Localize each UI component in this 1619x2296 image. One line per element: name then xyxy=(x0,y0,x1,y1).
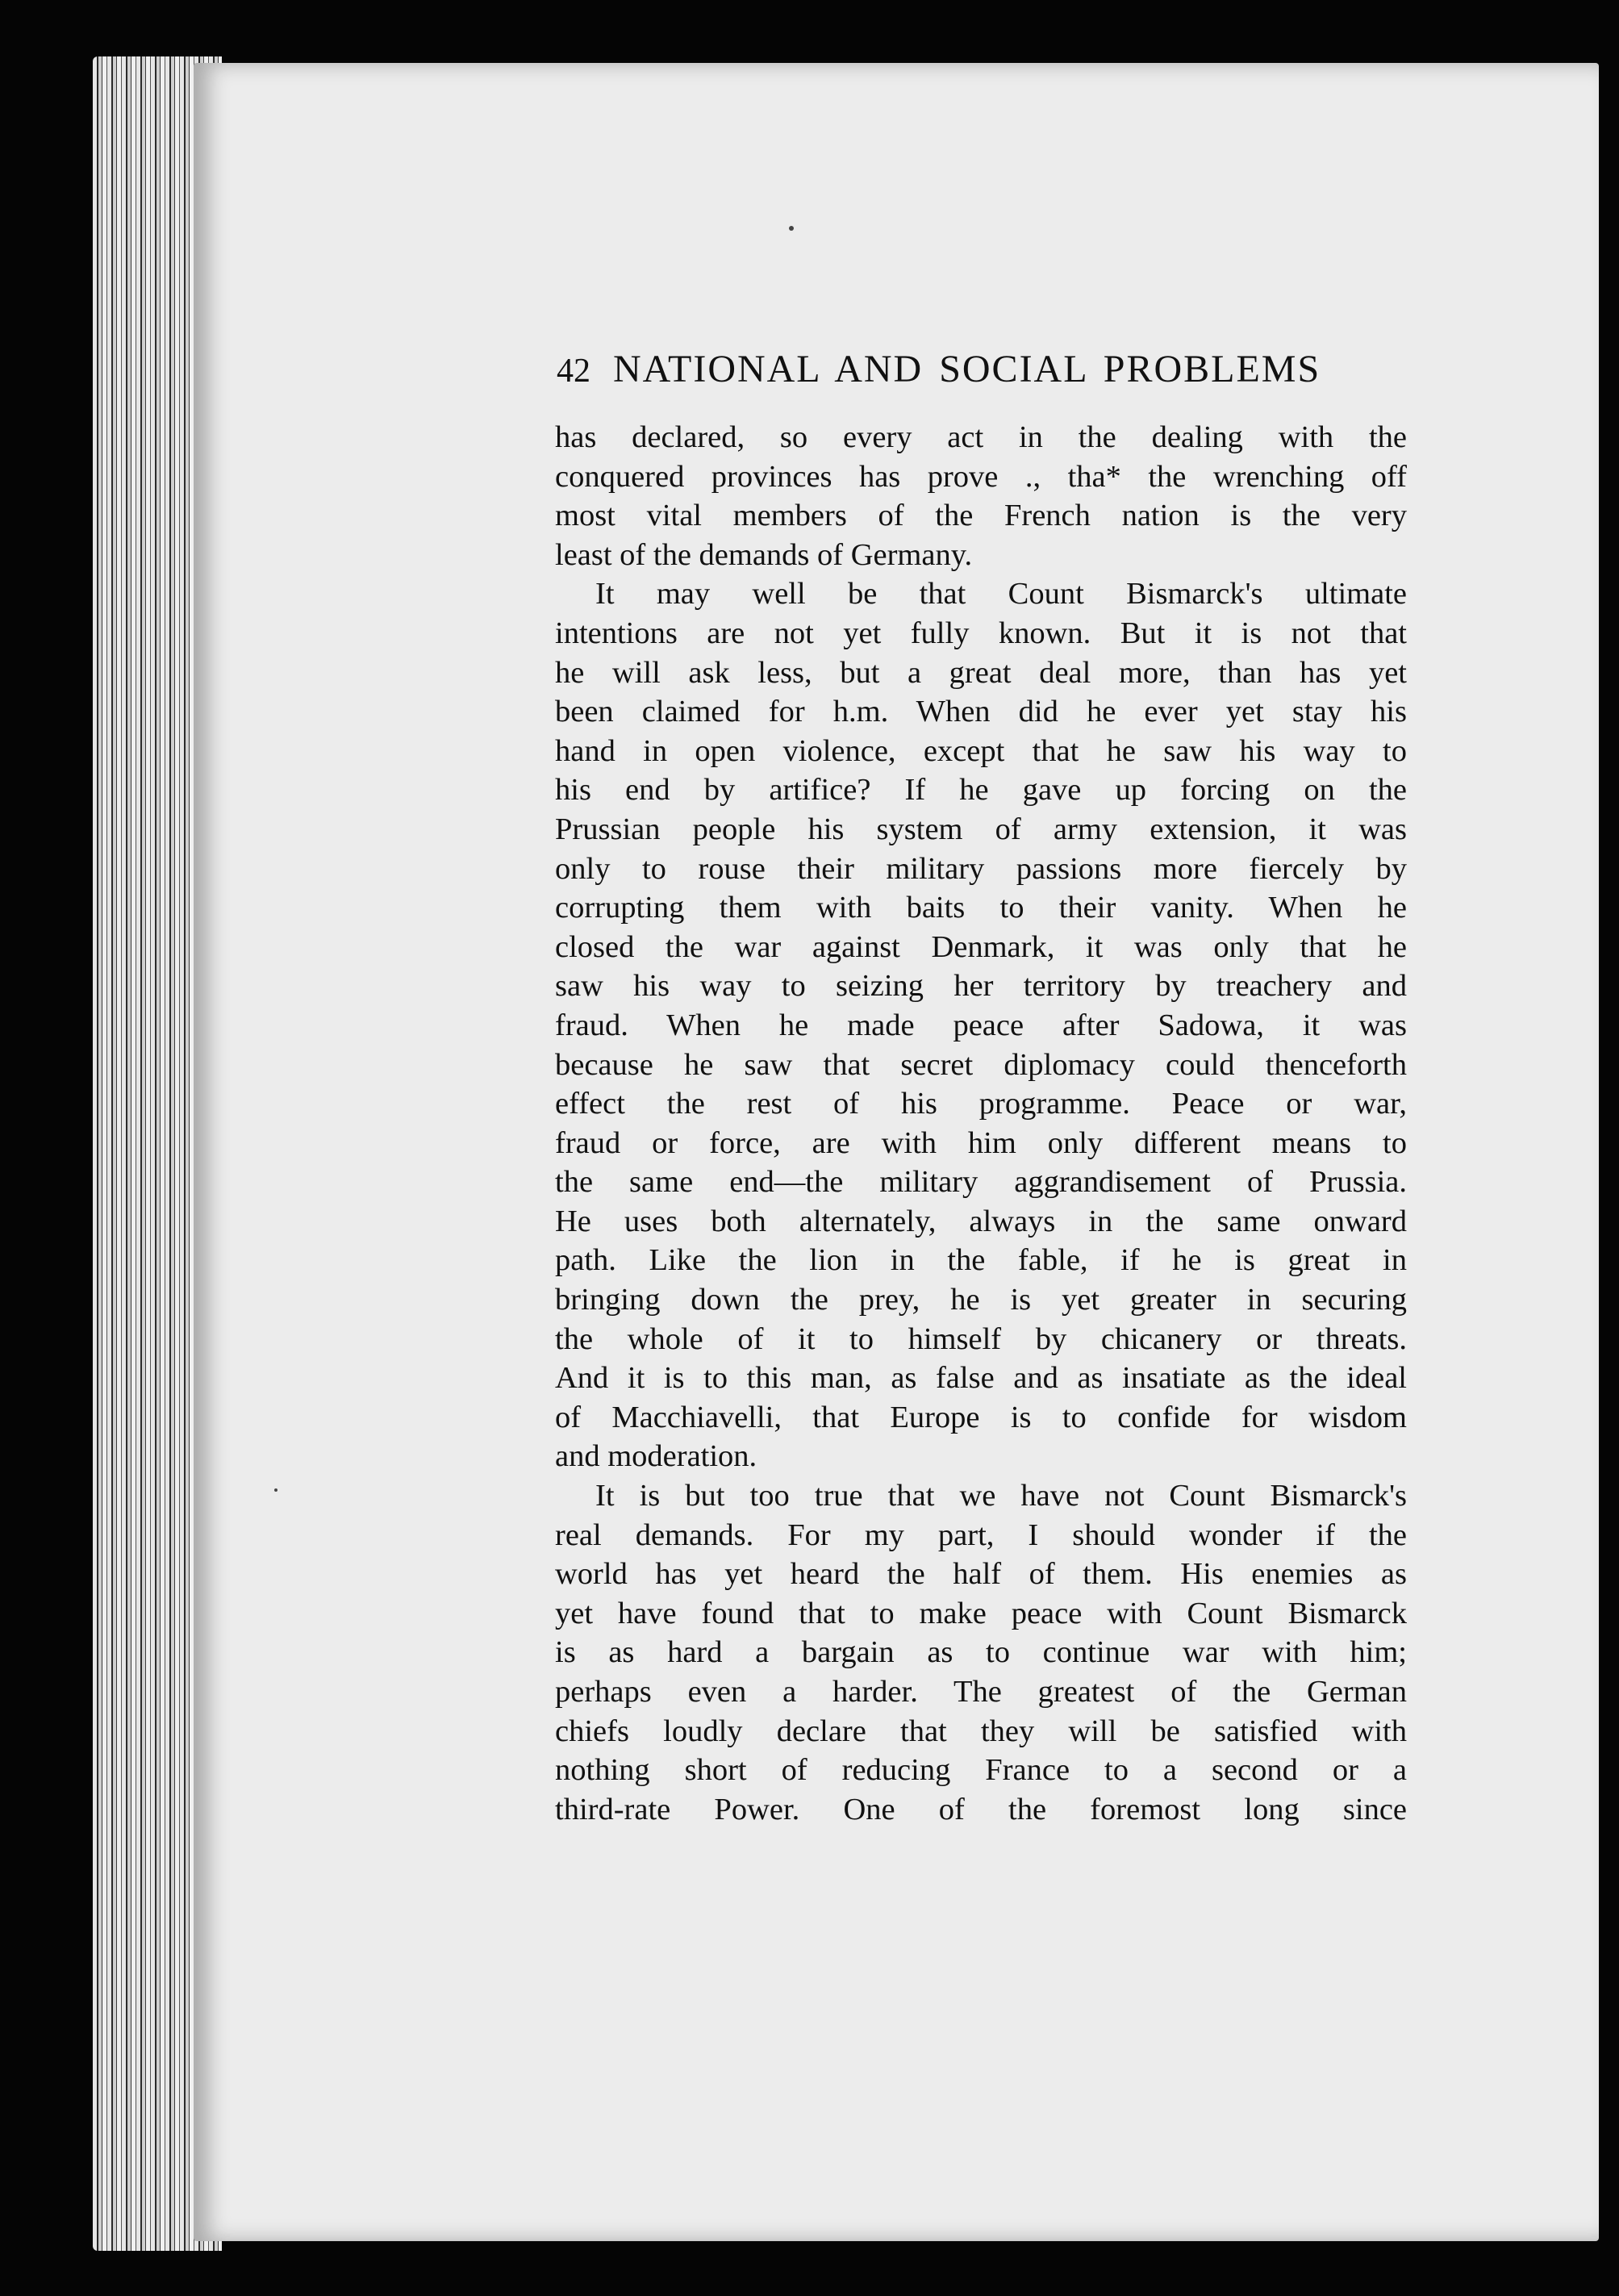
text-line: It may well be that Count Bismarck's ultimate xyxy=(595,577,1407,612)
text-line: fraud. When he made peace after Sadowa, it was xyxy=(555,1008,1407,1042)
body-text xyxy=(555,418,1407,1829)
speck-mark xyxy=(274,1488,277,1492)
running-title: NATIONAL AND SOCIAL PROBLEMS xyxy=(613,348,1321,390)
text-line: the whole of it to himself by chicanery or threats. xyxy=(555,1321,1407,1356)
text-line: corrupting them with baits to their vanity. When he xyxy=(555,891,1407,925)
text-line: of Macchiavelli, that Europe is to confide for wisdom xyxy=(555,1400,1407,1434)
text-line: chiefs loudly declare that they will be satisfied with xyxy=(555,1714,1407,1748)
text-line: world has yet heard the half of them. His enemies as xyxy=(555,1557,1407,1592)
text-line: It is but too true that we have not Count Bismarck's xyxy=(595,1479,1407,1513)
text-line: least of the demands of Germany. xyxy=(555,537,973,572)
text-line: intentions are not yet fully known. But it is not that xyxy=(555,616,1407,650)
text-line: hand in open violence, except that he saw his way to xyxy=(555,733,1407,768)
text-line: and moderation. xyxy=(555,1439,757,1474)
text-line: effect the rest of his programme. Peace or war, xyxy=(555,1087,1407,1121)
text-line: yet have found that to make peace with Count Bismarck xyxy=(555,1596,1407,1630)
text-line: third-rate Power. One of the foremost long since xyxy=(555,1792,1407,1826)
text-line: conquered provinces has prove ., tha* the wrenching off xyxy=(555,459,1407,494)
text-line: the same end—the military aggrandisement of Prussia. xyxy=(555,1165,1407,1200)
text-line: fraud or force, are with him only different means to xyxy=(555,1125,1407,1160)
text-line: perhaps even a harder. The greatest of the German xyxy=(555,1675,1407,1709)
text-line: real demands. For my part, I should wonder if the xyxy=(555,1517,1407,1552)
text-line: bringing down the prey, he is yet greater in securing xyxy=(555,1283,1407,1317)
text-line: He uses both alternately, always in the same onward xyxy=(555,1204,1407,1238)
text-line: has declared, so every act in the dealing with the xyxy=(555,420,1407,454)
text-line: because he saw that secret diplomacy could thenceforth xyxy=(555,1047,1407,1082)
text-line: And it is to this man, as false and as insatiate as the ideal xyxy=(555,1361,1407,1396)
text-line: been claimed for h.m. When did he ever yet stay his xyxy=(555,695,1407,729)
text-line: his end by artifice? If he gave up forcing on the xyxy=(555,773,1407,808)
running-head xyxy=(557,347,1412,403)
text-line: path. Like the lion in the fable, if he is great in xyxy=(555,1243,1407,1278)
text-line: nothing short of reducing France to a second or a xyxy=(555,1753,1407,1788)
text-line: closed the war against Denmark, it was only that he xyxy=(555,929,1407,964)
page-number: 42 xyxy=(557,353,590,390)
text-line: saw his way to seizing her territory by treachery and xyxy=(555,969,1407,1004)
speck-mark xyxy=(789,226,794,231)
text-line: he will ask less, but a great deal more, than has yet xyxy=(555,655,1407,690)
text-line: only to rouse their military passions more fiercely by xyxy=(555,851,1407,886)
text-line: most vital members of the French nation is the very xyxy=(555,499,1407,533)
text-line: Prussian people his system of army extension, it was xyxy=(555,812,1407,846)
text-line: is as hard a bargain as to continue war with him; xyxy=(555,1635,1407,1670)
